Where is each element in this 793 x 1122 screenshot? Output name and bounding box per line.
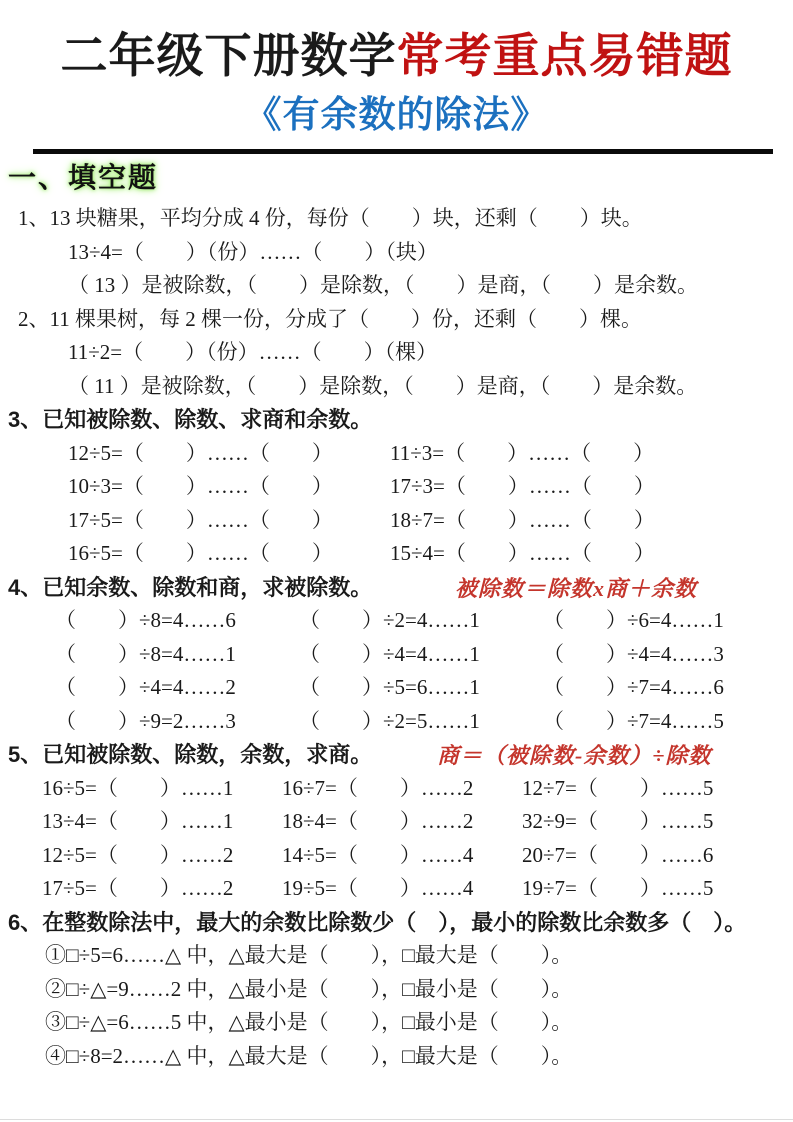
q5-row	[0, 839, 793, 873]
q3-row	[0, 470, 793, 504]
question-2-equation: 11÷2=（ ）（份）……（ ）（棵）	[68, 340, 438, 364]
equation-cell: 14÷5=（ ）……4	[282, 842, 474, 867]
formula-note-quotient: 商＝（被除数-余数）÷除数	[437, 743, 712, 768]
equation-cell: 20÷7=（ ）……6	[522, 842, 714, 867]
equation-cell: 16÷5=（ ）……1	[42, 775, 234, 800]
question-3-heading: 3、已知被除数、除数、求商和余数。	[8, 407, 373, 432]
question-2-text: 2、11 棵果树，每 2 棵一份，分成了（ ）份，还剩（ ）棵。	[18, 306, 642, 331]
question-1-equation: 13÷4=（ ）（份）……（ ）（块）	[68, 239, 438, 264]
equation-cell: 18÷7=（ ）……（ ）	[390, 507, 655, 532]
equation-cell: 15÷4=（ ）……（ ）	[390, 541, 655, 565]
question-4-heading: 4、已知余数、除数和商，求被除数。	[8, 574, 373, 600]
q5-row	[0, 772, 793, 806]
equation-cell: （ ）÷4=4……2	[55, 675, 236, 699]
question-6-text: 6、在整数除法中，最大的余数比除数少（ ），最小的除数比余数多（ ）。	[8, 909, 747, 935]
equation-cell: 11÷3=（ ）……（ ）	[390, 440, 655, 465]
question-1-identify: （ 13 ）是被除数，（ ）是除数，（ ）是商，（ ）是余数。	[68, 273, 698, 297]
q3-row	[0, 537, 793, 571]
worksheet-body	[0, 202, 793, 1073]
q5-row	[0, 805, 793, 839]
worksheet-title	[0, 26, 793, 88]
double-rule-divider	[33, 149, 773, 154]
equation-cell: 19÷7=（ ）……5	[522, 876, 714, 900]
title-black-part: 二年级下册数学	[60, 31, 397, 83]
q6-item-3: ③□÷△=6……5 中，△最小是（ ），□最小是（ ）。	[45, 1010, 573, 1034]
equation-cell: 13÷4=（ ）……1	[42, 809, 234, 833]
section-heading-fill-in-blanks: 一、填空题	[8, 162, 159, 193]
q4-row	[0, 671, 793, 705]
q3-row	[0, 504, 793, 538]
q4-row	[0, 604, 793, 638]
equation-cell: 19÷5=（ ）……4	[282, 876, 474, 900]
q6-item-2: ②□÷△=9……2 中，△最小是（ ），□最小是（ ）。	[45, 976, 573, 1001]
q6-item-1: ①□÷5=6……△ 中，△最大是（ ），□最大是（ ）。	[45, 943, 573, 967]
question-5-heading-line	[0, 738, 793, 772]
equation-cell: 17÷5=（ ）……2	[42, 876, 234, 900]
equation-cell: （ ）÷4=4……1	[299, 641, 480, 666]
equation-cell: （ ）÷4=4……3	[543, 641, 724, 666]
equation-cell: （ ）÷6=4……1	[543, 608, 724, 632]
formula-note-dividend: 被除数＝除数x商＋余数	[455, 575, 698, 601]
equation-cell: （ ）÷8=4……1	[55, 641, 236, 666]
q6-item-4: ④□÷8=2……△ 中，△最大是（ ），□最大是（ ）。	[45, 1043, 573, 1068]
question-2-identify: （ 11 ）是被除数，（ ）是除数，（ ）是商，（ ）是余数。	[68, 373, 698, 398]
worksheet-subtitle: 《有余数的除法》	[244, 95, 549, 136]
equation-cell: （ ）÷8=4……6	[55, 608, 236, 632]
equation-cell: 32÷9=（ ）……5	[522, 809, 714, 833]
bottom-page-divider	[0, 1119, 793, 1120]
equation-cell: （ ）÷9=2……3	[55, 708, 236, 733]
equation-cell: 12÷5=（ ）……2	[42, 842, 234, 867]
equation-cell: （ ）÷2=4……1	[299, 608, 480, 632]
q4-row	[0, 705, 793, 739]
question-1-text: 1、13 块糖果，平均分成 4 份，每份（ ）块，还剩（ ）块。	[18, 206, 643, 230]
equation-cell: 18÷4=（ ）……2	[282, 809, 474, 833]
question-4-heading-line	[0, 571, 793, 605]
equation-cell: 17÷5=（ ）……（ ）	[68, 507, 333, 532]
equation-cell: 17÷3=（ ）……（ ）	[390, 474, 655, 498]
equation-cell: 12÷5=（ ）……（ ）	[68, 440, 333, 465]
question-5-heading: 5、已知被除数、除数，余数，求商。	[8, 742, 373, 767]
equation-cell: 16÷5=（ ）……（ ）	[68, 541, 333, 565]
q5-row	[0, 872, 793, 906]
equation-cell: （ ）÷2=5……1	[299, 708, 480, 733]
equation-cell: 16÷7=（ ）……2	[282, 775, 474, 800]
equation-cell: （ ）÷5=6……1	[299, 675, 480, 699]
equation-cell: 12÷7=（ ）……5	[522, 775, 714, 800]
equation-cell: （ ）÷7=4……6	[543, 675, 724, 699]
equation-cell: 10÷3=（ ）……（ ）	[68, 474, 333, 498]
q3-row	[0, 437, 793, 471]
q4-row	[0, 638, 793, 672]
title-red-part: 常考重点易错题	[396, 31, 733, 83]
equation-cell: （ ）÷7=4……5	[543, 708, 724, 733]
